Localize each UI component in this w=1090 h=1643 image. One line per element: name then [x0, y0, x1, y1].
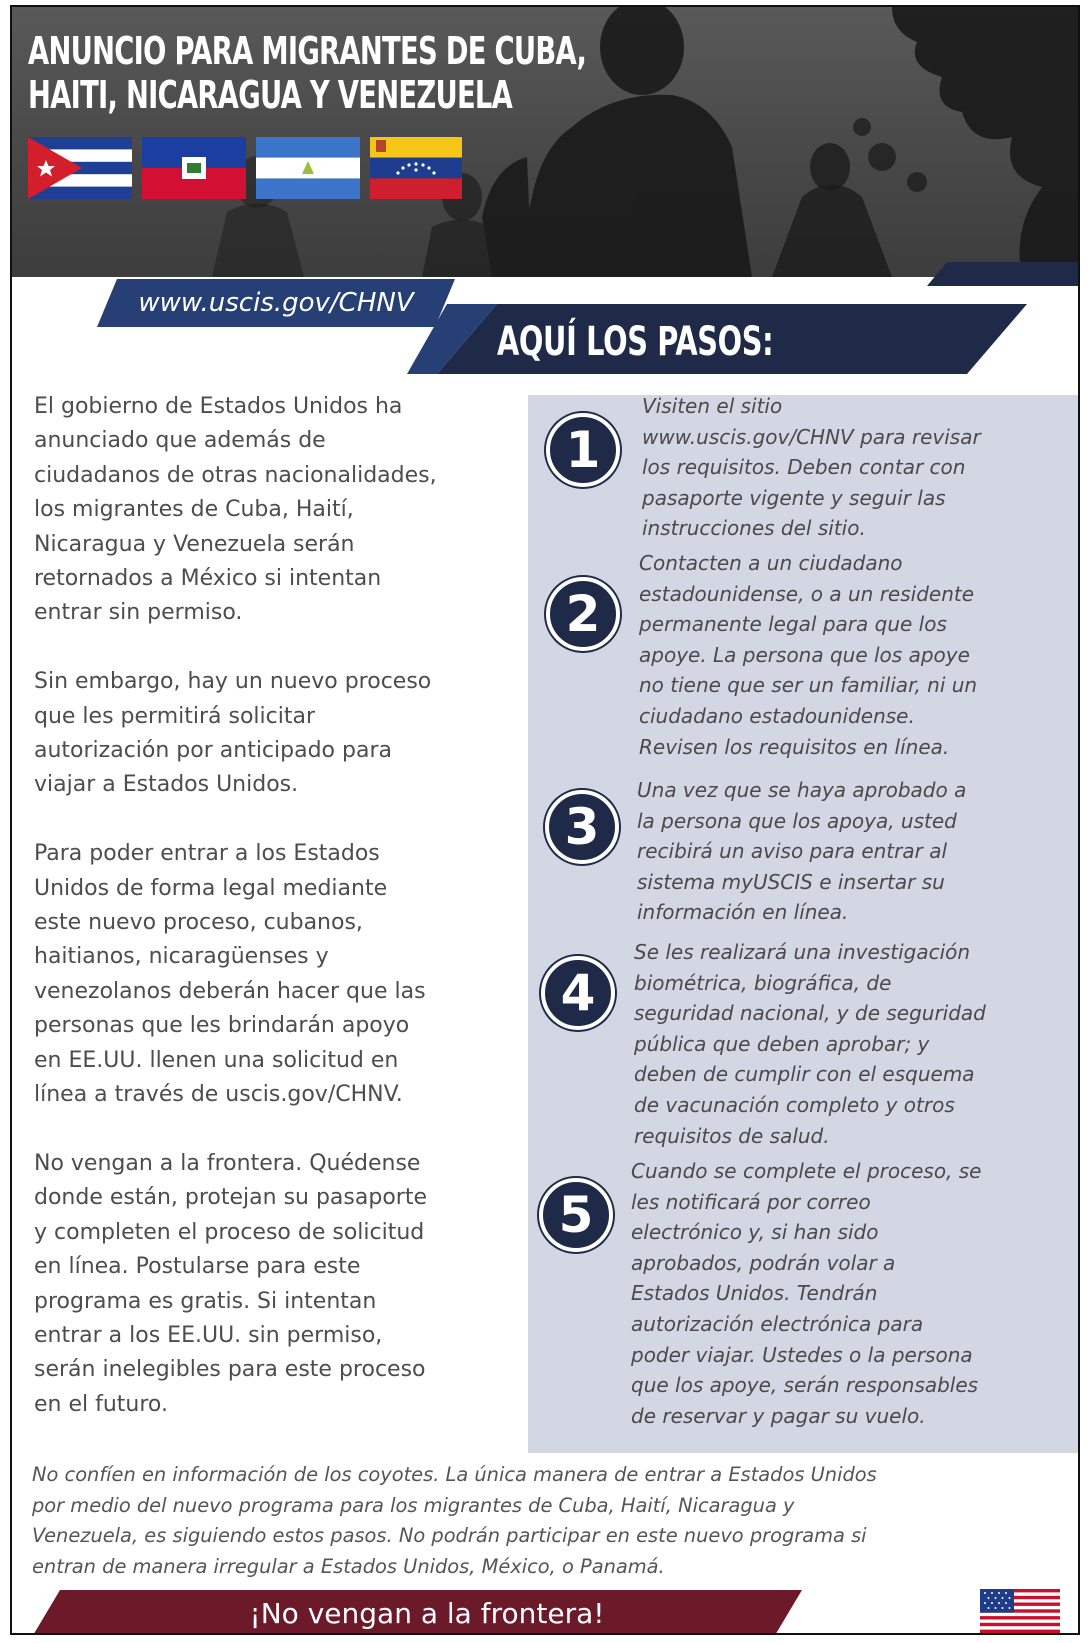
- header-photo: [12, 7, 1078, 277]
- title-line-1: ANUNCIO PARA MIGRANTES DE CUBA,: [28, 29, 587, 73]
- intro-text: [34, 390, 514, 1457]
- step-5-number: 5: [539, 1178, 613, 1252]
- coyote-warning: No confíen en información de los coyotes. La única manera de entrar a Estados Unidos por medio del nuevo programa para los migrantes de Cuba, Haití, Nicaragua y Venezuela, es siguiendo estos pasos. No podrán participar en este nuevo programa si entran de manera irregular a Estados Unidos, México, o Panamá.: [32, 1463, 877, 1578]
- step-3-text: Una vez que se haya aprobado a la persona que los apoya, usted recibirá un aviso para entrar al sistema myUSCIS e insertar su información en línea.: [637, 778, 967, 925]
- chnv-website-link[interactable]: www.uscis.gov/CHNV: [138, 288, 414, 318]
- step-4-number: 4: [541, 956, 615, 1030]
- step-1-text: Visiten el sitio www.uscis.gov/CHNV para revisar los requisitos. Deben contar con pasaporte vigente y seguir las instrucciones del sitio.: [642, 394, 981, 541]
- nicaragua-flag: [256, 137, 360, 199]
- announcement-page: [10, 5, 1080, 1635]
- intro-paragraph-1: El gobierno de Estados Unidos ha anunciado que además de ciudadanos de otras nacionalidades, los migrantes de Cuba, Haití, Nicaragua y Venezuela serán retornados a México si intentan entrar sin permiso.: [34, 394, 437, 626]
- announcement-title: [28, 29, 587, 117]
- steps-banner: [407, 262, 1080, 374]
- slogan-banner: [32, 1590, 802, 1635]
- cuba-flag: [28, 137, 132, 199]
- step-3-number: 3: [545, 790, 619, 864]
- title-line-2: HAITI, NICARAGUA Y VENEZUELA: [28, 73, 513, 117]
- url-banner: [97, 279, 455, 327]
- intro-paragraph-4: No vengan a la frontera. Quédense donde están, protejan su pasaporte y completen el proceso de solicitud en línea. Postularse para este programa es gratis. Si intentan entrar a los EE.UU. sin permiso, serán inelegibles para este proceso en el futuro.: [34, 1150, 427, 1417]
- step-4-text: Se les realizará una investigación biométrica, biográfica, de seguridad nacional, y de seguridad pública que deben aprobar; y deben de cumplir con el esquema de vacunación completo y otros requisitos de salud.: [634, 940, 986, 1148]
- haiti-flag: [142, 137, 246, 199]
- intro-paragraph-2: Sin embargo, hay un nuevo proceso que les permitirá solicitar autorización por anticipado para viajar a Estados Unidos.: [34, 669, 432, 798]
- slogan-text: ¡No vengan a la frontera!: [249, 1597, 605, 1630]
- intro-paragraph-3: Para poder entrar a los Estados Unidos de forma legal mediante este nuevo proceso, cubanos, haitianos, nicaragüenses y venezolanos deberán hacer que las personas que les brindarán apoyo en EE.UU. llenen una solicitud en línea a través de uscis.gov/CHNV.: [34, 841, 426, 1108]
- steps-title: AQUÍ LOS PASOS:: [497, 319, 774, 365]
- step-2-number: 2: [546, 577, 620, 651]
- venezuela-flag: [370, 137, 462, 199]
- step-2-text: Contacten a un ciudadano estadounidense, o a un residente permanente legal para que los apoye. La persona que los apoye no tiene que ser un familiar, ni un ciudadano estadounidense. Revisen los requisitos en línea.: [639, 551, 978, 759]
- step-1-number: 1: [546, 413, 620, 487]
- us-flag: [980, 1589, 1060, 1633]
- step-5-text: Cuando se complete el proceso, se les notificará por correo electrónico y, si han sido aprobados, podrán volar a Estados Unidos. Tendrán autorización electrónica para poder viajar. Ustedes o la persona que los apoye, serán responsables de reservar y pagar su vuelo.: [631, 1159, 982, 1428]
- steps-panel: [528, 395, 1080, 1453]
